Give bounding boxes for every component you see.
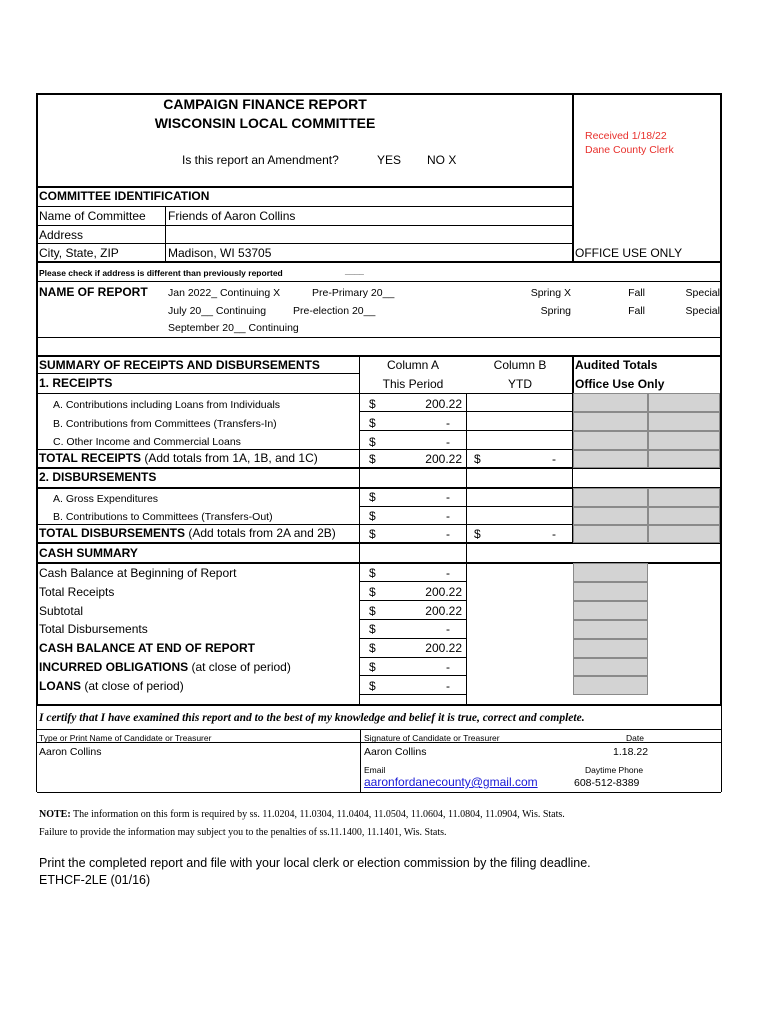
audited-subheader: Office Use Only xyxy=(575,377,665,391)
amendment-no[interactable]: NO X xyxy=(427,153,457,167)
print-name-label: Type or Print Name of Candidate or Treasurer xyxy=(39,733,212,743)
clerk-stamp: Dane County Clerk xyxy=(585,144,674,156)
dollar-sign: $ xyxy=(369,622,376,636)
cash-total-disbursements-value[interactable]: - xyxy=(446,622,450,636)
cash-summary-title: CASH SUMMARY xyxy=(39,546,138,560)
form-id: ETHCF-2LE (01/16) xyxy=(39,873,151,887)
column-b-subheader: YTD xyxy=(508,377,532,391)
address-change-note: Please check if address is different than previously reported xyxy=(39,268,283,278)
cash-balance-end-label: CASH BALANCE AT END OF REPORT xyxy=(39,641,255,655)
cash-subtotal-value[interactable]: 200.22 xyxy=(425,604,462,618)
total-receipts-value[interactable]: 200.22 xyxy=(425,452,462,466)
report-name-label: NAME OF REPORT xyxy=(39,285,148,299)
receipts-c-label: C. Other Income and Commercial Loans xyxy=(53,436,241,448)
summary-title: SUMMARY OF RECEIPTS AND DISBURSEMENTS xyxy=(39,358,320,372)
incurred-obligations-value[interactable]: - xyxy=(446,660,450,674)
dollar-sign: $ xyxy=(369,509,376,523)
legal-note: NOTE: The information on this form is required by ss. 11.0204, 11.0304, 11.0404, 11.0504, 11.0604, 11.0804, 11.0904, Wis. Stats. xyxy=(39,809,565,820)
total-disbursements-ytd-value[interactable]: - xyxy=(552,527,556,541)
signature-field[interactable]: Aaron Collins xyxy=(364,746,427,758)
report-special-1[interactable]: Special xyxy=(685,287,720,299)
report-fall-1[interactable]: Fall xyxy=(628,287,645,299)
disbursements-title: 2. DISBURSEMENTS xyxy=(39,470,157,484)
receipts-a-label: A. Contributions including Loans from Individuals xyxy=(53,399,281,411)
total-receipts-ytd-value[interactable]: - xyxy=(552,452,556,466)
received-stamp: Received 1/18/22 xyxy=(585,130,667,142)
cash-balance-end-value[interactable]: 200.22 xyxy=(425,641,462,655)
report-special-2[interactable]: Special xyxy=(685,305,720,317)
total-disbursements-value[interactable]: - xyxy=(446,527,450,541)
receipts-c-value[interactable]: - xyxy=(446,435,450,449)
dollar-sign: $ xyxy=(369,397,376,411)
cash-begin-label: Cash Balance at Beginning of Report xyxy=(39,566,237,580)
dollar-sign: $ xyxy=(369,416,376,430)
report-july[interactable]: July 20__ Continuing xyxy=(168,305,267,317)
cash-total-disbursements-label: Total Disbursements xyxy=(39,622,148,636)
filing-instruction: Print the completed report and file with your local clerk or election commission by the filing deadline. xyxy=(39,856,591,870)
incurred-obligations-label: INCURRED OBLIGATIONS (at close of period) xyxy=(39,660,291,674)
total-receipts-label: TOTAL RECEIPTS (Add totals from 1A, 1B, and 1C) xyxy=(39,451,318,465)
receipts-a-value[interactable]: 200.22 xyxy=(425,397,462,411)
committee-name-field[interactable]: Friends of Aaron Collins xyxy=(168,209,296,223)
print-name-field[interactable]: Aaron Collins xyxy=(39,746,102,758)
disbursements-b-label: B. Contributions to Committees (Transfers-Out) xyxy=(53,511,273,523)
column-a-header: Column A xyxy=(386,358,440,372)
dollar-sign: $ xyxy=(369,604,376,618)
phone-label: Daytime Phone xyxy=(585,765,644,775)
dollar-sign: $ xyxy=(369,435,376,449)
city-label: City, State, ZIP xyxy=(39,246,119,260)
title-line-2: WISCONSIN LOCAL COMMITTEE xyxy=(154,115,376,131)
report-jan[interactable]: Jan 2022_ Continuing X xyxy=(168,287,281,299)
report-september[interactable]: September 20__ Continuing xyxy=(168,322,299,334)
dollar-sign: $ xyxy=(369,660,376,674)
receipts-b-value[interactable]: - xyxy=(446,416,450,430)
committee-name-label: Name of Committee xyxy=(39,209,146,223)
column-b-header: Column B xyxy=(493,358,547,372)
audited-header: Audited Totals xyxy=(575,358,658,372)
disbursements-b-value[interactable]: - xyxy=(446,509,450,523)
dollar-sign: $ xyxy=(369,490,376,504)
dollar-sign: $ xyxy=(474,452,481,466)
date-field[interactable]: 1.18.22 xyxy=(613,746,649,758)
report-preprimary[interactable]: Pre-Primary 20__ xyxy=(312,287,395,299)
receipts-b-label: B. Contributions from Committees (Transfers-In) xyxy=(53,418,277,430)
cash-total-receipts-label: Total Receipts xyxy=(39,585,115,599)
office-use-label: OFFICE USE ONLY xyxy=(575,246,683,260)
cash-begin-value[interactable]: - xyxy=(446,566,450,580)
disbursements-a-label: A. Gross Expenditures xyxy=(53,493,159,505)
date-label: Date xyxy=(626,733,644,743)
report-preelection[interactable]: Pre-election 20__ xyxy=(293,305,376,317)
cash-subtotal-label: Subtotal xyxy=(39,604,84,618)
dollar-sign: $ xyxy=(369,679,376,693)
loans-value[interactable]: - xyxy=(446,679,450,693)
title-line-1: CAMPAIGN FINANCE REPORT xyxy=(163,96,367,112)
amendment-question: Is this report an Amendment? xyxy=(182,153,339,167)
report-spring-x[interactable]: Spring X xyxy=(530,287,571,299)
dollar-sign: $ xyxy=(369,585,376,599)
cash-total-receipts-value[interactable]: 200.22 xyxy=(425,585,462,599)
address-field[interactable] xyxy=(168,228,568,242)
address-label: Address xyxy=(39,228,84,242)
report-fall-2[interactable]: Fall xyxy=(628,305,645,317)
signature-label: Signature of Candidate or Treasurer xyxy=(364,733,500,743)
email-link[interactable]: aaronfordanecounty@gmail.com xyxy=(364,775,538,789)
column-a-subheader: This Period xyxy=(382,377,444,391)
penalty-note: Failure to provide the information may subject you to the penalties of ss.11.1400, 11.1401, Wis. Stats. xyxy=(39,827,447,838)
disbursements-a-value[interactable]: - xyxy=(446,490,450,504)
phone-field[interactable]: 608-512-8389 xyxy=(574,777,640,789)
report-spring[interactable]: Spring xyxy=(540,305,571,317)
address-change-check[interactable]: ____ xyxy=(345,266,364,276)
amendment-yes[interactable]: YES xyxy=(377,153,402,167)
committee-section-title: COMMITTEE IDENTIFICATION xyxy=(39,189,210,203)
dollar-sign: $ xyxy=(369,641,376,655)
dollar-sign: $ xyxy=(369,566,376,580)
loans-label: LOANS (at close of period) xyxy=(39,679,184,693)
dollar-sign: $ xyxy=(369,452,376,466)
city-field[interactable]: Madison, WI 53705 xyxy=(168,246,272,260)
total-disbursements-label: TOTAL DISBURSEMENTS (Add totals from 2A and 2B) xyxy=(39,526,336,540)
dollar-sign: $ xyxy=(474,527,481,541)
certification-statement: I certify that I have examined this report and to the best of my knowledge and belief it is true, correct and complete. xyxy=(39,712,585,724)
email-label: Email xyxy=(364,765,386,775)
dollar-sign: $ xyxy=(369,527,376,541)
receipts-title: 1. RECEIPTS xyxy=(39,376,113,390)
